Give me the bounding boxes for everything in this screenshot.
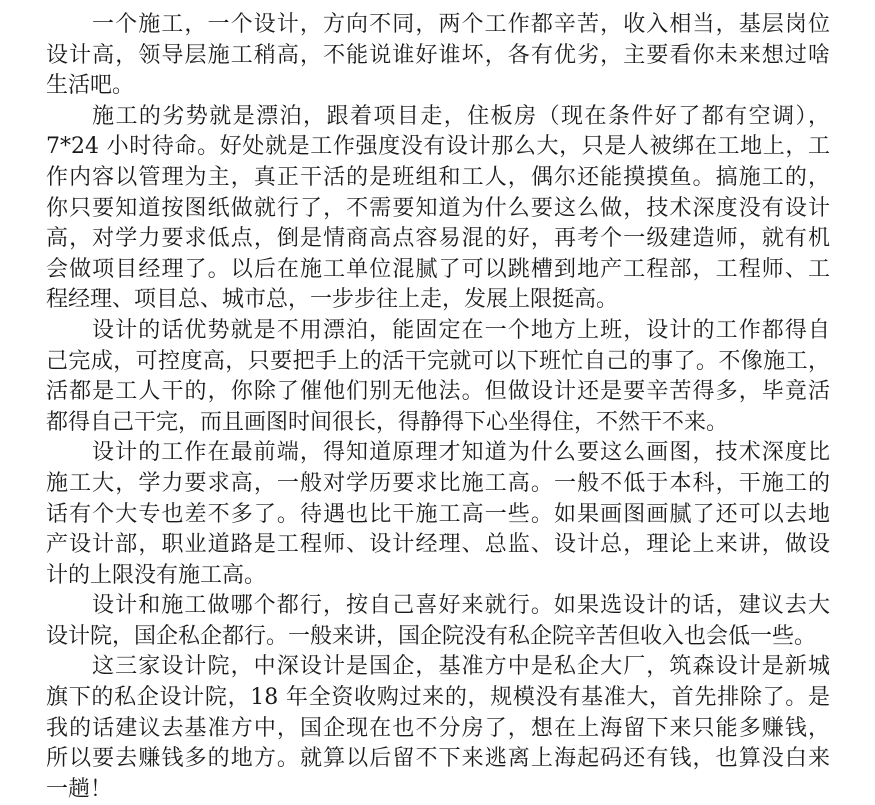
paragraph: [46, 591, 830, 652]
text-line: 我的话建议去基准方中，国企现在也不分房了，想在上海留下来只能多赚钱，: [46, 715, 830, 741]
text-line: 高，对学力要求低点，倒是情商高点容易混的好，再考个一级建造师，就有机: [46, 226, 830, 252]
text-line: 你只要知道按图纸做就行了，不需要知道为什么要这么做，技术深度没有设计: [46, 195, 830, 221]
text-line: 设计的工作在最前端，得知道原理才知道为什么要这么画图，技术深度比: [92, 440, 830, 466]
text-line: 设计的话优势就是不用漂泊，能固定在一个地方上班，设计的工作都得自: [92, 317, 830, 343]
text-line: 活都是工人干的，你除了催他们别无他法。但做设计还是要辛苦得多，毕竟活: [46, 379, 830, 405]
paragraph: [46, 438, 830, 591]
text-line: 设计院，国企私企都行。一般来讲，国企院没有私企院辛苦但收入也会低一些。: [46, 623, 817, 649]
text-line: 这三家设计院，中深设计是国企，基准方中是私企大厂，筑森设计是新城: [92, 654, 830, 680]
text-line: 都得自己干完，而且画图时间很长，得静得下心坐得住，不然干不来。: [46, 409, 729, 435]
document-body: [46, 10, 830, 805]
text-line: 己完成，可控度高，只要把手上的活干完就可以下班忙自己的事了。不像施工，: [46, 348, 830, 374]
paragraph: [46, 316, 830, 438]
text-line: 设计高，领导层施工稍高，不能说谁好谁坏，各有优劣，主要看你未来想过啥: [46, 42, 830, 68]
text-line: 所以要去赚钱多的地方。就算以后留不下来逃离上海起码还有钱，也算没白来: [46, 746, 830, 772]
paragraph: [46, 102, 830, 316]
text-line: 旗下的私企设计院，18 年全资收购过来的，规模没有基准大，首先排除了。是: [46, 685, 830, 711]
text-line: 一个施工，一个设计，方向不同，两个工作都辛苦，收入相当，基层岗位: [92, 12, 830, 37]
paragraph: [46, 10, 830, 102]
text-line: 产设计部，职业道路是工程师、设计经理、总监、设计总，理论上来讲，做设: [46, 532, 830, 558]
text-line: 程经理、项目总、城市总，一步步往上走，发展上限挺高。: [46, 287, 619, 313]
text-line: 计的上限没有施工高。: [46, 562, 267, 588]
text-line: 话有个大专也差不多了。待遇也比干施工高一些。如果画图画腻了还可以去地: [46, 501, 830, 527]
paragraph: [46, 652, 830, 805]
text-line: 会做项目经理了。以后在施工单位混腻了可以跳槽到地产工程部，工程师、工: [46, 256, 830, 282]
text-line: 作内容以管理为主，真正干活的是班组和工人，偶尔还能摸摸鱼。搞施工的，: [46, 164, 830, 190]
text-line: 施工大，学力要求高，一般对学历要求比施工高。一般不低于本科，干施工的: [46, 470, 830, 496]
text-line: 生活吧。: [46, 73, 135, 99]
text-line: 设计和施工做哪个都行，按自己喜好来就行。如果选设计的话，建议去大: [92, 593, 830, 619]
text-line: 施工的劣势就是漂泊，跟着项目走，住板房（现在条件好了都有空调），: [92, 103, 830, 129]
text-line: 7*24 小时待命。好处就是工作强度没有设计那么大，只是人被绑在工地上，工: [46, 134, 830, 160]
text-line: 一趟！: [46, 776, 113, 802]
